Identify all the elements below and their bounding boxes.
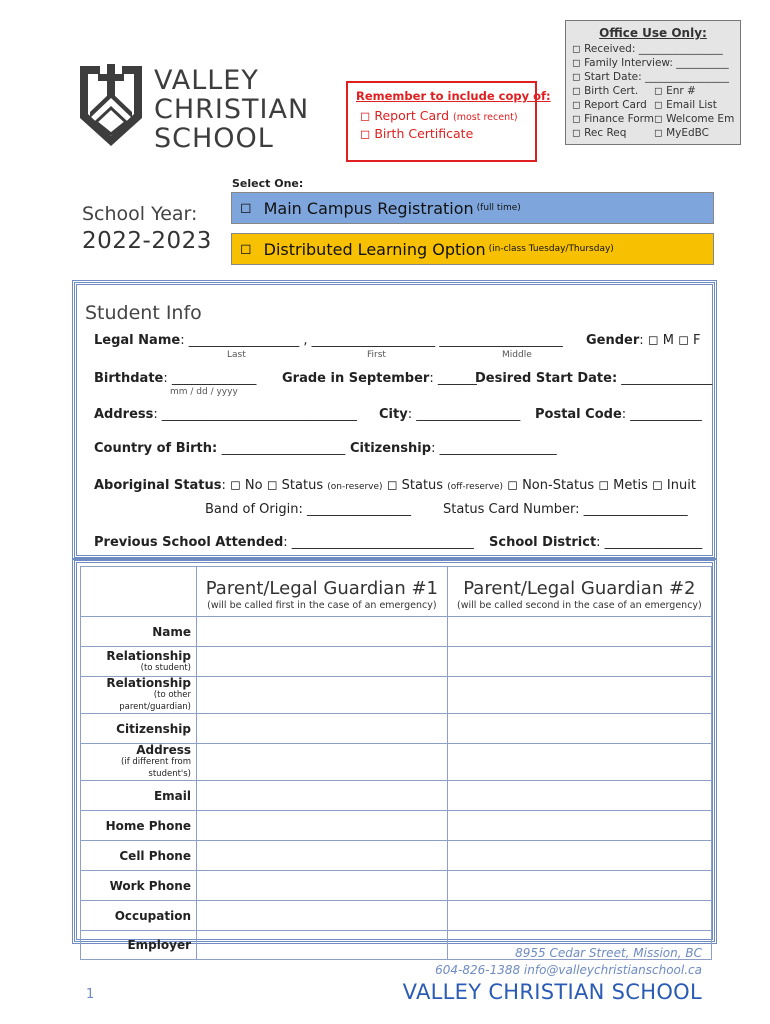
footer-street: 8955 Cedar Street, Mission, BC [515, 946, 702, 960]
guardian-1-employer-cell[interactable] [197, 931, 448, 960]
guardian-1-home-phone-cell[interactable] [197, 811, 448, 841]
row-label-relationship-student: Relationship (to student) [81, 647, 197, 677]
desired-start-field[interactable]: Desired Start Date: ______________ [475, 371, 713, 386]
guardian-2-header: Parent/Legal Guardian #2 (will be called second in the case of an emergency) [447, 567, 711, 617]
guardian-1-relationship-cell[interactable] [197, 647, 448, 677]
row-label-email: Email [81, 781, 197, 811]
table-row [81, 617, 712, 647]
office-email-list[interactable]: ◻ Email List [654, 99, 717, 111]
shield-cross-icon [76, 62, 146, 148]
guardian-1-name-cell[interactable] [197, 617, 448, 647]
row-label-citizenship: Citizenship [81, 714, 197, 744]
address-field[interactable]: Address: ______________________________ [94, 407, 357, 422]
student-info-header: Student Info [85, 302, 202, 324]
guardian-1-citizenship-cell[interactable] [197, 714, 448, 744]
row-label-occupation: Occupation [81, 901, 197, 931]
previous-school-field[interactable]: Previous School Attended: ____________________________ [94, 535, 474, 550]
guardian-2-name-cell[interactable] [447, 617, 711, 647]
guardian-2-work-phone-cell[interactable] [447, 871, 711, 901]
office-welcome-em[interactable]: ◻ Welcome Em [654, 113, 735, 125]
table-row [81, 871, 712, 901]
logo-wordmark: VALLEY CHRISTIAN SCHOOL [154, 65, 310, 154]
birthdate-field[interactable]: Birthdate: _____________ [94, 371, 257, 386]
aboriginal-status-field[interactable]: Aboriginal Status: ◻ No ◻ Status (on-reserve) ◻ Status (off-reserve) ◻ Non-Status ◻ Metis ◻ Inuit [94, 478, 696, 493]
guardian-1-header: Parent/Legal Guardian #1 (will be called first in the case of an emergency) [197, 567, 448, 617]
middle-caption: Middle [502, 350, 532, 360]
table-row [81, 841, 712, 871]
office-enr[interactable]: ◻ Enr # [654, 85, 696, 97]
option-main-campus[interactable]: ◻ Main Campus Registration (full time) [231, 192, 714, 224]
footer-contact: 604-826-1388 info@valleychristianschool.ca [435, 963, 702, 977]
guardian-1-relationship-other-cell[interactable] [197, 677, 448, 714]
row-label-work-phone: Work Phone [81, 871, 197, 901]
table-row [81, 647, 712, 677]
guardian-2-home-phone-cell[interactable] [447, 811, 711, 841]
postal-code-field[interactable]: Postal Code: ___________ [535, 407, 702, 422]
office-myedbc[interactable]: ◻ MyEdBC [654, 127, 709, 139]
table-row [81, 811, 712, 841]
last-caption: Last [227, 350, 246, 360]
reminder-title: Remember to include copy of: [356, 89, 551, 103]
school-district-field[interactable]: School District: _______________ [489, 535, 703, 550]
guardian-section [74, 560, 715, 952]
checkbox-icon[interactable]: ◻ [240, 200, 252, 216]
office-birth-cert[interactable]: ◻ Birth Cert. [572, 85, 639, 97]
reminder-box [346, 81, 551, 162]
school-year-value: 2022-2023 [82, 228, 212, 254]
guardian-1-cell-phone-cell[interactable] [197, 841, 448, 871]
country-of-birth-field[interactable]: Country of Birth: ___________________ [94, 441, 346, 456]
office-received[interactable]: ◻ Received: ________________ [572, 43, 723, 55]
office-start-date[interactable]: ◻ Start Date: ________________ [572, 71, 730, 83]
guardian-2-email-cell[interactable] [447, 781, 711, 811]
guardian-2-citizenship-cell[interactable] [447, 714, 711, 744]
grade-field[interactable]: Grade in September: ______ [282, 371, 477, 386]
row-label-home-phone: Home Phone [81, 811, 197, 841]
row-label-employer: Employer [81, 931, 197, 960]
option-distributed-learning[interactable]: ◻ Distributed Learning Option (in-class Tuesday/Thursday) [231, 233, 714, 265]
status-card-number-field[interactable]: Status Card Number: ________________ [443, 502, 688, 517]
first-caption: First [367, 350, 386, 360]
row-label-relationship-other: Relationship (to other parent/guardian) [81, 677, 197, 714]
guardian-2-relationship-other-cell[interactable] [447, 677, 711, 714]
citizenship-field[interactable]: Citizenship: __________________ [350, 441, 557, 456]
office-title: Office Use Only: [599, 26, 707, 40]
guardian-1-email-cell[interactable] [197, 781, 448, 811]
school-year-label: School Year: [82, 203, 198, 225]
guardian-1-occupation-cell[interactable] [197, 901, 448, 931]
table-row [81, 744, 712, 781]
footer-school-name: VALLEY CHRISTIAN SCHOOL [402, 980, 702, 1004]
table-row [81, 714, 712, 744]
table-row [81, 901, 712, 931]
reminder-report-card[interactable]: ◻ Report Card (most recent) [360, 108, 518, 123]
reminder-birth-certificate[interactable]: ◻ Birth Certificate [360, 126, 474, 141]
guardian-1-work-phone-cell[interactable] [197, 871, 448, 901]
row-label-cell-phone: Cell Phone [81, 841, 197, 871]
corner-cell [81, 567, 197, 617]
date-format-caption: mm / dd / yyyy [170, 387, 238, 397]
guardian-2-occupation-cell[interactable] [447, 901, 711, 931]
table-row [81, 677, 712, 714]
guardian-1-address-cell[interactable] [197, 744, 448, 781]
band-of-origin-field[interactable]: Band of Origin: ________________ [205, 502, 411, 517]
city-field[interactable]: City: ________________ [379, 407, 521, 422]
office-finance-form[interactable]: ◻ Finance Form [572, 113, 655, 125]
gender-field[interactable]: Gender: ◻ M ◻ F [586, 333, 701, 348]
legal-name-field[interactable]: Legal Name: _________________ , ___________________ ___________________ [94, 333, 563, 348]
student-info-section [74, 282, 715, 558]
office-rec-req[interactable]: ◻ Rec Req [572, 127, 627, 139]
footer-address [435, 945, 702, 979]
table-row [81, 781, 712, 811]
guardian-2-relationship-cell[interactable] [447, 647, 711, 677]
row-label-address: Address (if different from student's) [81, 744, 197, 781]
select-one-label: Select One: [232, 177, 304, 190]
office-report-card[interactable]: ◻ Report Card [572, 99, 647, 111]
row-label-name: Name [81, 617, 197, 647]
office-use-box [565, 20, 741, 145]
guardian-2-cell-phone-cell[interactable] [447, 841, 711, 871]
guardian-table [80, 566, 712, 960]
office-family-interview[interactable]: ◻ Family Interview: __________ [572, 57, 729, 69]
checkbox-icon[interactable]: ◻ [240, 241, 252, 257]
school-logo [76, 62, 316, 152]
page-number: 1 [86, 987, 95, 1002]
guardian-2-address-cell[interactable] [447, 744, 711, 781]
